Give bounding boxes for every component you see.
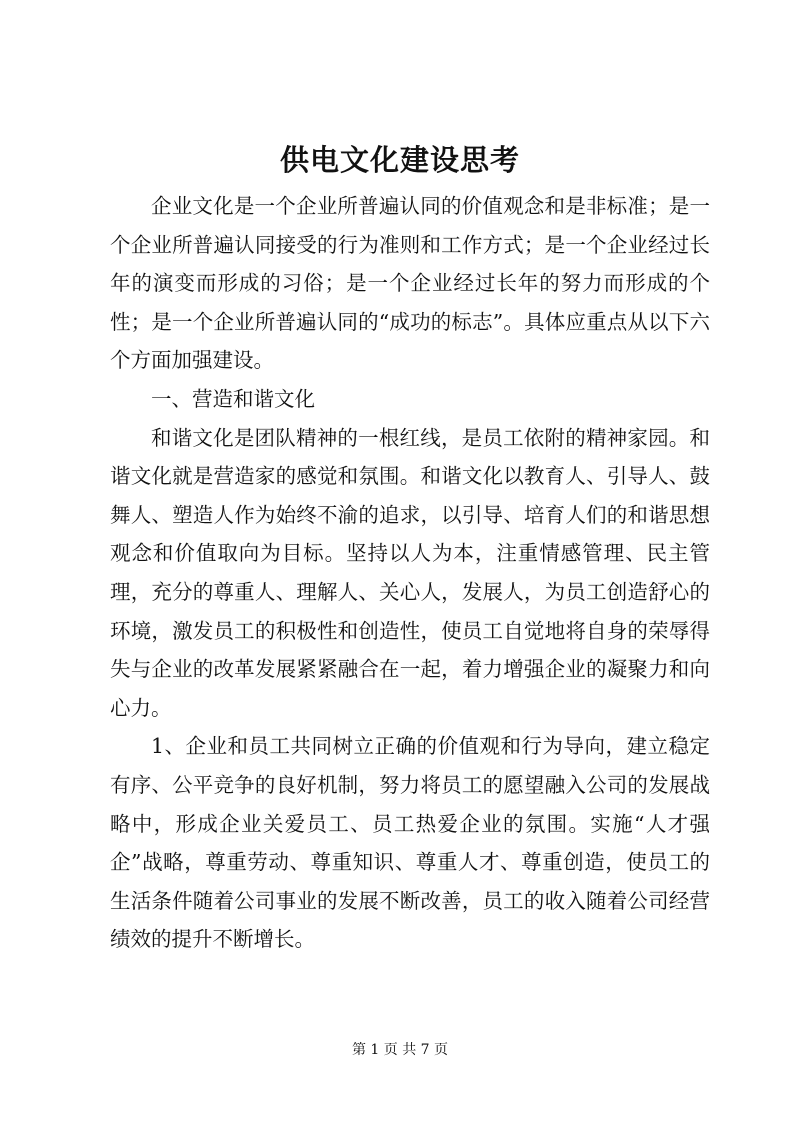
document-title: 供电文化建设思考 [279, 143, 520, 177]
section-heading-harmony: 一、营造和谐文化 [151, 386, 315, 411]
paragraph-intro: 企业文化是一个企业所普遍认同的价值观念和是非标准；是一个企业所普遍认同接受的行为准则和工作方式；是一个企业经过长年的演变而形成的习俗；是一个企业经过长年的努力而形成的个性；是一个企业所普遍认同的“成功的标志”。具体应重点从以下六个方面加强建设。 [110, 194, 710, 373]
paragraph-item-1: 1、企业和员工共同树立正确的价值观和行为导向，建立稳定有序、公平竞争的良好机制，努力将员工的愿望融入公司的发展战略中，形成企业关爱员工、员工热爱企业的氛围。实施“人才强企”战略，尊重劳动、尊重知识、尊重人才、尊重创造，使员工的生活条件随着公司事业的发展不断改善，员工的收入随着公司经营绩效的提升不断增长。 [110, 734, 710, 952]
paragraph-harmony: 和谐文化是团队精神的一根红线，是员工依附的精神家园。和谐文化就是营造家的感觉和氛围。和谐文化以教育人、引导人、鼓舞人、塑造人作为始终不渝的追求，以引导、培育人们的和谐思想观念和价值取向为目标。坚持以人为本，注重情感管理、民主管理，充分的尊重人、理解人、关心人，发展人，为员工创造舒心的环境，激发员工的积极性和创造性，使员工自觉地将自身的荣辱得失与企业的改革发展紧紧融合在一起，着力增强企业的凝聚力和向心力。 [110, 425, 710, 720]
document-body [110, 187, 710, 959]
page-footer: 第 1 页 共 7 页 [351, 1042, 449, 1058]
